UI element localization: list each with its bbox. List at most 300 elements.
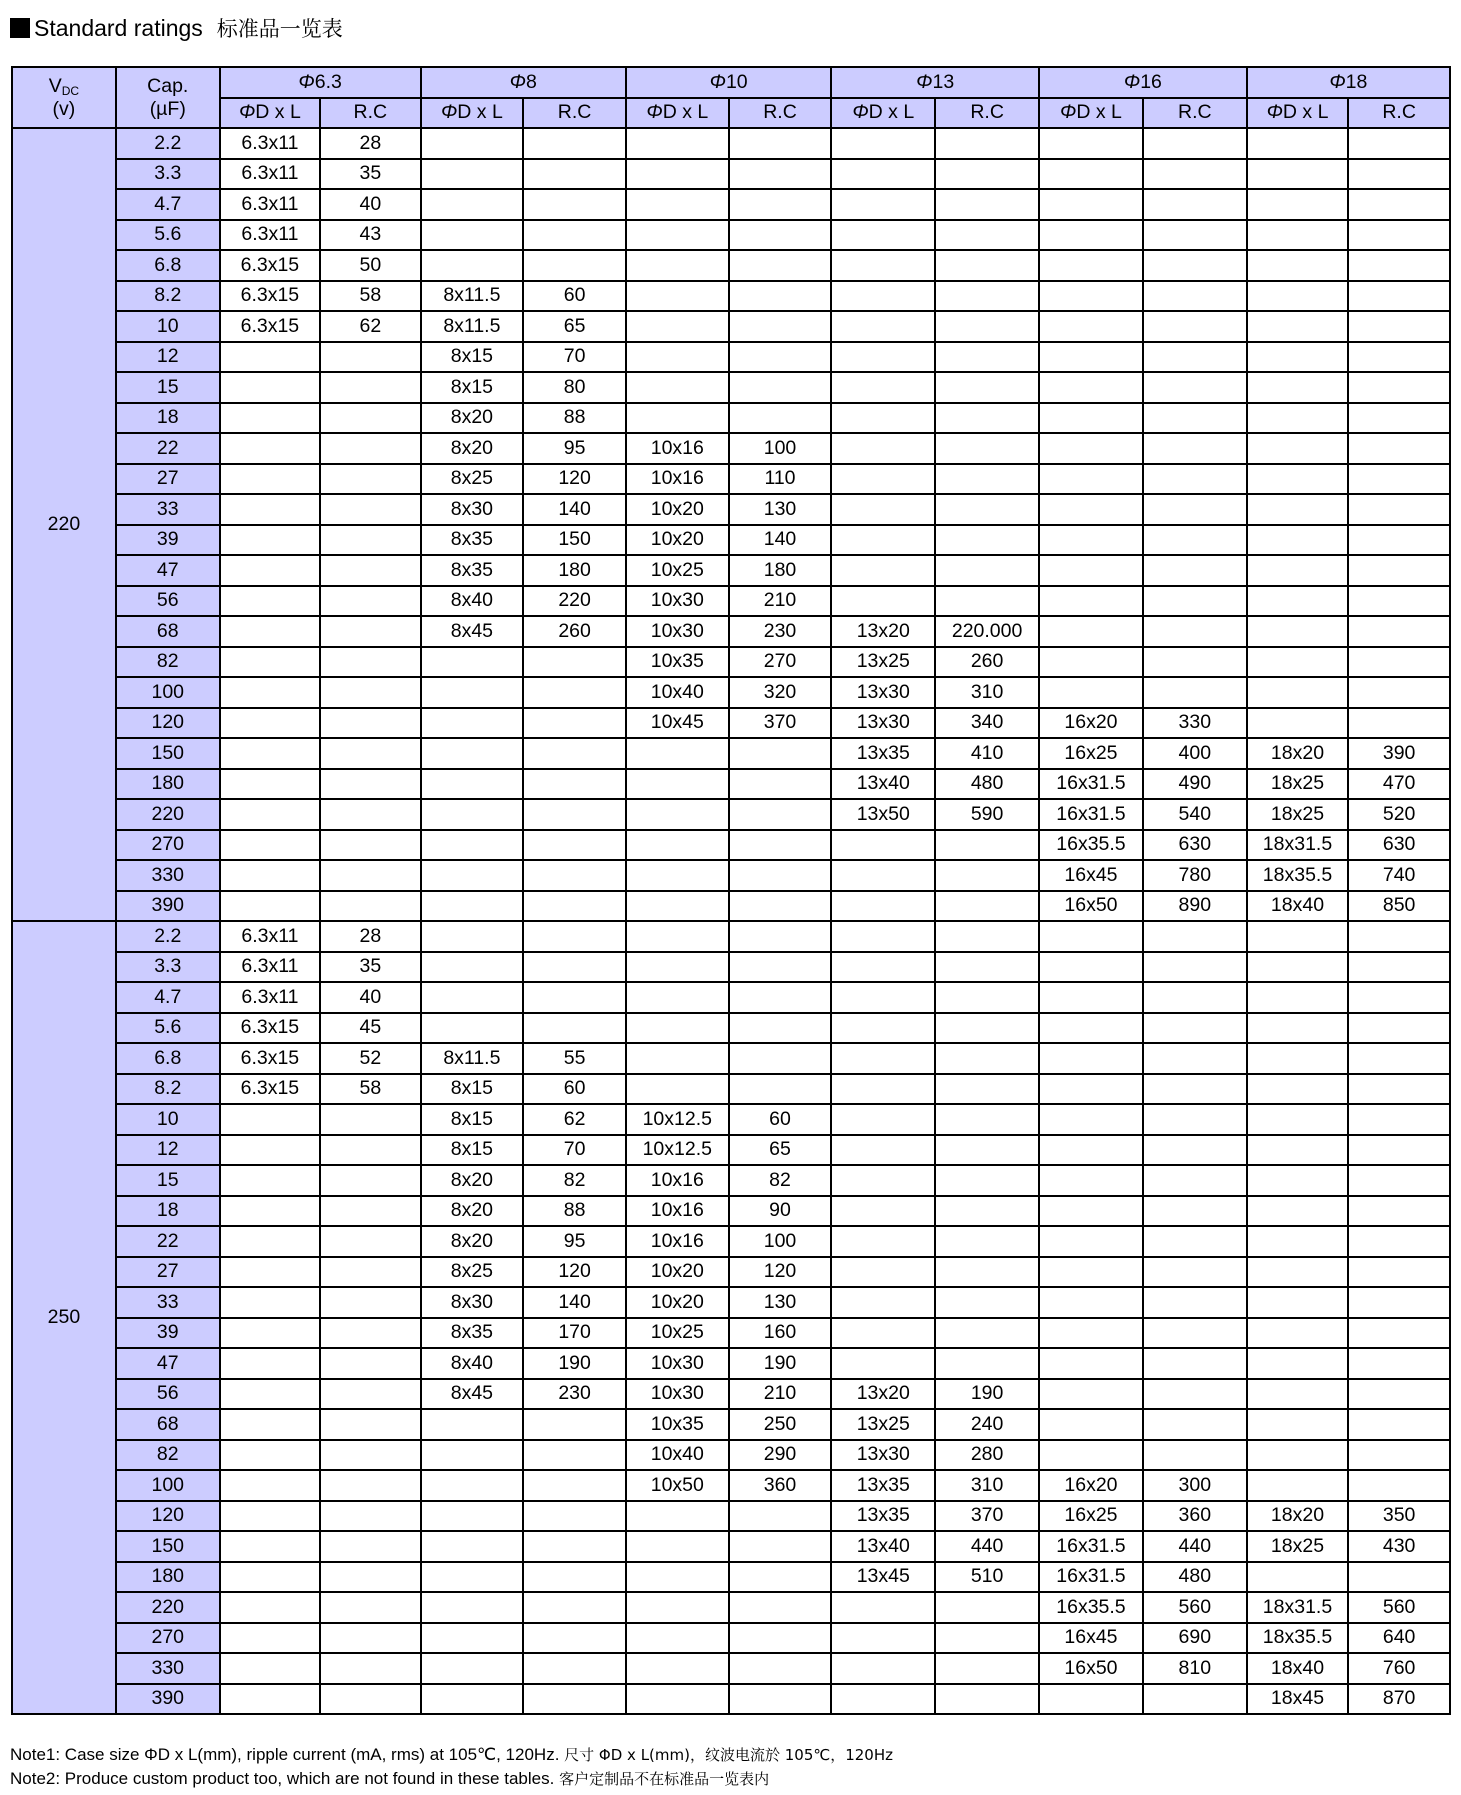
phi10-size-cell <box>626 860 729 891</box>
phi6-3-rc-cell <box>320 860 420 891</box>
phi13-size-cell <box>831 403 935 434</box>
phi8-rc-cell <box>523 1623 626 1654</box>
phi10-size-cell: 10x20 <box>626 1257 729 1288</box>
cap-cell: 22 <box>116 433 220 464</box>
phi13-size-cell <box>831 860 935 891</box>
phi18-rc-cell <box>1348 647 1450 678</box>
cap-header <box>116 67 220 128</box>
phi16-rc-cell <box>1143 220 1247 251</box>
phi13-size-cell <box>831 1165 935 1196</box>
phi13-rc-cell <box>935 525 1039 556</box>
phi10-size-cell <box>626 1074 729 1105</box>
cap-cell: 27 <box>116 464 220 495</box>
phi18-size-cell <box>1247 1013 1349 1044</box>
phi6-3-rc-cell <box>320 1257 420 1288</box>
phi16-size-cell <box>1039 1196 1143 1227</box>
phi8-rc-cell: 88 <box>523 403 626 434</box>
phi8-rc-cell <box>523 921 626 952</box>
vdc-subscript: DC <box>61 83 80 98</box>
phi8-size-cell <box>421 1684 524 1715</box>
phi8-size-cell: 8x15 <box>421 1135 524 1166</box>
phi13-rc-cell <box>935 1257 1039 1288</box>
phi18-rc-cell <box>1348 1318 1450 1349</box>
table-row <box>12 403 1450 434</box>
phi18-size-cell <box>1247 1562 1349 1593</box>
phi13-size-cell <box>831 1623 935 1654</box>
phi8-size-cell <box>421 220 524 251</box>
cap-cell: 33 <box>116 1287 220 1318</box>
phi13-rc-cell: 310 <box>935 1470 1039 1501</box>
phi6-3-rc-cell <box>320 1165 420 1196</box>
phi13-size-cell: 13x35 <box>831 1470 935 1501</box>
phi18-rc-cell: 630 <box>1348 830 1450 861</box>
phi16-rc-cell <box>1143 1196 1247 1227</box>
phi8-size-cell: 8x20 <box>421 403 524 434</box>
phi13-rc-cell: 590 <box>935 799 1039 830</box>
phi8-rc-cell <box>523 677 626 708</box>
phi10-size-cell <box>626 128 729 159</box>
phi10-size-cell: 10x30 <box>626 586 729 617</box>
table-row <box>12 982 1450 1013</box>
phi8-size-cell <box>421 799 524 830</box>
cap-cell: 8.2 <box>116 281 220 312</box>
phi8-rc-cell <box>523 1440 626 1471</box>
phi10-size-cell: 10x30 <box>626 1379 729 1410</box>
phi10-rc-cell: 100 <box>729 1226 832 1257</box>
phi13-rc-cell: 440 <box>935 1531 1039 1562</box>
phi18-rc-cell <box>1348 1165 1450 1196</box>
phi10-size-cell <box>626 1623 729 1654</box>
phi8-rc-cell <box>523 220 626 251</box>
diameter-header: Φ6.3 <box>220 67 421 98</box>
phi16-size-cell: 16x31.5 <box>1039 1531 1143 1562</box>
phi10-size-cell <box>626 1562 729 1593</box>
phi13-rc-cell <box>935 982 1039 1013</box>
phi18-size-cell <box>1247 1104 1349 1135</box>
phi16-rc-cell <box>1143 1226 1247 1257</box>
phi6-3-rc-cell <box>320 1379 420 1410</box>
phi13-size-cell: 13x20 <box>831 1379 935 1410</box>
phi6-3-size-cell <box>220 342 320 373</box>
phi18-rc-cell: 760 <box>1348 1653 1450 1684</box>
phi10-rc-cell <box>729 250 832 281</box>
phi18-rc-cell <box>1348 1257 1450 1288</box>
note-2-english: Note2: Produce custom product too, which are not found in these tables. <box>10 1769 555 1788</box>
phi10-rc-cell: 320 <box>729 677 832 708</box>
phi16-rc-cell <box>1143 1379 1247 1410</box>
phi10-size-cell <box>626 952 729 983</box>
phi16-rc-cell <box>1143 1409 1247 1440</box>
phi16-size-cell <box>1039 616 1143 647</box>
phi8-size-cell: 8x35 <box>421 1318 524 1349</box>
table-row <box>12 189 1450 220</box>
phi16-size-cell: 16x35.5 <box>1039 830 1143 861</box>
phi16-size-cell <box>1039 1257 1143 1288</box>
phi16-size-cell <box>1039 1135 1143 1166</box>
phi10-size-cell: 10x35 <box>626 1409 729 1440</box>
phi16-rc-cell: 440 <box>1143 1531 1247 1562</box>
phi6-3-size-cell <box>220 555 320 586</box>
note-1-chinese: 尺寸 ΦD x L(mm)，纹波电流於 105℃，120Hz <box>564 1746 894 1764</box>
table-row <box>12 921 1450 952</box>
phi8-size-cell <box>421 1470 524 1501</box>
phi16-rc-cell <box>1143 1165 1247 1196</box>
phi13-rc-cell <box>935 1623 1039 1654</box>
phi16-size-cell <box>1039 952 1143 983</box>
phi6-3-size-cell <box>220 1226 320 1257</box>
phi10-size-cell <box>626 891 729 922</box>
phi8-rc-cell: 95 <box>523 433 626 464</box>
phi18-size-cell <box>1247 952 1349 983</box>
table-row <box>12 1257 1450 1288</box>
phi8-size-cell <box>421 891 524 922</box>
phi8-rc-cell: 65 <box>523 311 626 342</box>
phi8-rc-cell: 95 <box>523 1226 626 1257</box>
phi8-rc-cell <box>523 1013 626 1044</box>
phi10-size-cell: 10x12.5 <box>626 1104 729 1135</box>
table-body <box>12 128 1450 1714</box>
phi16-size-cell <box>1039 1409 1143 1440</box>
phi6-3-rc-cell <box>320 647 420 678</box>
phi8-size-cell <box>421 1440 524 1471</box>
phi6-3-size-cell: 6.3x11 <box>220 128 320 159</box>
cap-cell: 68 <box>116 1409 220 1440</box>
cap-cell: 18 <box>116 1196 220 1227</box>
phi18-rc-cell <box>1348 616 1450 647</box>
phi16-size-cell <box>1039 342 1143 373</box>
phi16-rc-cell <box>1143 921 1247 952</box>
cap-cell: 39 <box>116 1318 220 1349</box>
phi10-rc-cell <box>729 281 832 312</box>
phi16-rc-cell <box>1143 128 1247 159</box>
phi16-rc-cell <box>1143 1684 1247 1715</box>
phi13-rc-cell <box>935 403 1039 434</box>
phi6-3-size-cell <box>220 525 320 556</box>
phi8-size-cell <box>421 1592 524 1623</box>
vdc-unit: (v) <box>52 97 76 120</box>
phi13-size-cell <box>831 1104 935 1135</box>
phi8-size-cell: 8x20 <box>421 1226 524 1257</box>
phi6-3-size-cell: 6.3x15 <box>220 281 320 312</box>
phi16-rc-cell <box>1143 1318 1247 1349</box>
phi18-size-cell <box>1247 494 1349 525</box>
table-row <box>12 799 1450 830</box>
phi16-size-cell <box>1039 494 1143 525</box>
phi13-size-cell <box>831 1074 935 1105</box>
size-subheader: ΦD x L <box>220 98 320 129</box>
phi16-size-cell: 16x45 <box>1039 860 1143 891</box>
phi8-rc-cell: 260 <box>523 616 626 647</box>
cap-cell: 39 <box>116 525 220 556</box>
cap-cell: 10 <box>116 1104 220 1135</box>
phi8-size-cell: 8x15 <box>421 372 524 403</box>
voltage-group-cell: 220 <box>12 128 116 921</box>
phi13-rc-cell: 280 <box>935 1440 1039 1471</box>
phi6-3-size-cell <box>220 586 320 617</box>
table-row <box>12 494 1450 525</box>
table-row <box>12 159 1450 190</box>
phi13-size-cell <box>831 464 935 495</box>
phi10-rc-cell <box>729 1592 832 1623</box>
phi10-size-cell: 10x16 <box>626 464 729 495</box>
phi16-size-cell: 16x31.5 <box>1039 769 1143 800</box>
phi10-size-cell <box>626 250 729 281</box>
phi13-rc-cell <box>935 128 1039 159</box>
diameter-header: Φ16 <box>1039 67 1247 98</box>
cap-cell: 8.2 <box>116 1074 220 1105</box>
phi6-3-size-cell <box>220 738 320 769</box>
phi10-rc-cell: 65 <box>729 1135 832 1166</box>
phi6-3-rc-cell <box>320 677 420 708</box>
phi10-rc-cell <box>729 891 832 922</box>
phi10-rc-cell <box>729 403 832 434</box>
table-row <box>12 708 1450 739</box>
phi10-rc-cell: 160 <box>729 1318 832 1349</box>
phi8-rc-cell: 60 <box>523 1074 626 1105</box>
phi6-3-size-cell <box>220 1409 320 1440</box>
cap-cell: 6.8 <box>116 1043 220 1074</box>
phi16-rc-cell: 330 <box>1143 708 1247 739</box>
phi16-rc-cell <box>1143 1043 1247 1074</box>
phi10-rc-cell <box>729 799 832 830</box>
phi8-rc-cell <box>523 769 626 800</box>
phi8-size-cell: 8x15 <box>421 1074 524 1105</box>
phi16-rc-cell <box>1143 1257 1247 1288</box>
cap-cell: 100 <box>116 1470 220 1501</box>
phi8-rc-cell: 80 <box>523 372 626 403</box>
phi16-size-cell <box>1039 220 1143 251</box>
phi16-rc-cell <box>1143 250 1247 281</box>
phi10-rc-cell: 110 <box>729 464 832 495</box>
phi10-rc-cell <box>729 860 832 891</box>
phi10-size-cell <box>626 982 729 1013</box>
phi18-rc-cell <box>1348 433 1450 464</box>
phi16-rc-cell <box>1143 525 1247 556</box>
phi6-3-size-cell: 6.3x11 <box>220 220 320 251</box>
phi13-size-cell: 13x25 <box>831 647 935 678</box>
phi18-rc-cell: 640 <box>1348 1623 1450 1654</box>
phi16-size-cell <box>1039 189 1143 220</box>
phi10-rc-cell <box>729 1531 832 1562</box>
title-chinese: 标准品一览表 <box>216 17 343 41</box>
phi10-rc-cell <box>729 1074 832 1105</box>
phi6-3-size-cell <box>220 403 320 434</box>
phi18-size-cell <box>1247 311 1349 342</box>
phi6-3-rc-cell <box>320 1684 420 1715</box>
phi16-size-cell <box>1039 677 1143 708</box>
phi6-3-size-cell <box>220 1104 320 1135</box>
phi18-size-cell <box>1247 189 1349 220</box>
phi10-size-cell: 10x25 <box>626 1318 729 1349</box>
phi13-size-cell <box>831 921 935 952</box>
phi16-rc-cell <box>1143 647 1247 678</box>
phi13-size-cell: 13x40 <box>831 1531 935 1562</box>
phi13-size-cell <box>831 555 935 586</box>
phi13-size-cell <box>831 586 935 617</box>
phi16-rc-cell: 300 <box>1143 1470 1247 1501</box>
cap-cell: 47 <box>116 555 220 586</box>
phi8-size-cell <box>421 159 524 190</box>
phi8-size-cell <box>421 830 524 861</box>
phi6-3-size-cell <box>220 1470 320 1501</box>
phi10-size-cell <box>626 1043 729 1074</box>
phi6-3-size-cell <box>220 1379 320 1410</box>
phi13-size-cell <box>831 1196 935 1227</box>
phi18-rc-cell <box>1348 220 1450 251</box>
phi18-size-cell <box>1247 342 1349 373</box>
rc-subheader: R.C <box>1348 98 1450 129</box>
phi16-rc-cell: 810 <box>1143 1653 1247 1684</box>
phi8-size-cell: 8x11.5 <box>421 281 524 312</box>
phi8-size-cell <box>421 1623 524 1654</box>
phi13-size-cell <box>831 1287 935 1318</box>
phi16-rc-cell <box>1143 586 1247 617</box>
phi10-rc-cell: 140 <box>729 525 832 556</box>
phi16-rc-cell: 780 <box>1143 860 1247 891</box>
phi10-rc-cell: 360 <box>729 1470 832 1501</box>
phi6-3-size-cell: 6.3x11 <box>220 952 320 983</box>
phi8-rc-cell <box>523 1653 626 1684</box>
phi13-rc-cell: 310 <box>935 677 1039 708</box>
phi16-size-cell: 16x50 <box>1039 1653 1143 1684</box>
phi10-size-cell: 10x45 <box>626 708 729 739</box>
phi13-size-cell: 13x30 <box>831 708 935 739</box>
table-row <box>12 1653 1450 1684</box>
phi6-3-rc-cell <box>320 1531 420 1562</box>
phi8-rc-cell <box>523 708 626 739</box>
table-row <box>12 1043 1450 1074</box>
phi13-rc-cell <box>935 586 1039 617</box>
phi18-rc-cell <box>1348 1043 1450 1074</box>
phi8-size-cell <box>421 860 524 891</box>
phi6-3-rc-cell: 62 <box>320 311 420 342</box>
phi8-size-cell: 8x15 <box>421 1104 524 1135</box>
phi18-size-cell <box>1247 555 1349 586</box>
phi10-rc-cell <box>729 220 832 251</box>
phi6-3-size-cell <box>220 1653 320 1684</box>
phi8-size-cell: 8x20 <box>421 433 524 464</box>
phi6-3-rc-cell: 50 <box>320 250 420 281</box>
phi8-rc-cell <box>523 738 626 769</box>
phi18-rc-cell: 350 <box>1348 1501 1450 1532</box>
phi6-3-rc-cell <box>320 1440 420 1471</box>
cap-cell: 47 <box>116 1348 220 1379</box>
table-row <box>12 1501 1450 1532</box>
phi8-rc-cell: 60 <box>523 281 626 312</box>
phi10-rc-cell: 100 <box>729 433 832 464</box>
phi10-rc-cell: 230 <box>729 616 832 647</box>
phi13-rc-cell <box>935 1318 1039 1349</box>
phi18-rc-cell <box>1348 1287 1450 1318</box>
phi10-rc-cell <box>729 1501 832 1532</box>
phi18-size-cell <box>1247 250 1349 281</box>
phi18-rc-cell <box>1348 250 1450 281</box>
table-row <box>12 891 1450 922</box>
phi16-rc-cell <box>1143 1013 1247 1044</box>
table-row <box>12 1348 1450 1379</box>
phi8-size-cell <box>421 1562 524 1593</box>
phi13-rc-cell <box>935 1348 1039 1379</box>
phi10-size-cell <box>626 1013 729 1044</box>
phi10-rc-cell: 210 <box>729 586 832 617</box>
phi16-size-cell <box>1039 982 1143 1013</box>
phi8-size-cell <box>421 1013 524 1044</box>
phi13-size-cell <box>831 250 935 281</box>
phi10-rc-cell: 370 <box>729 708 832 739</box>
phi6-3-size-cell <box>220 1348 320 1379</box>
phi18-rc-cell <box>1348 677 1450 708</box>
phi8-size-cell <box>421 1409 524 1440</box>
phi8-size-cell: 8x45 <box>421 616 524 647</box>
phi6-3-rc-cell <box>320 1592 420 1623</box>
title-english: Standard ratings <box>34 14 203 41</box>
note-1 <box>10 1743 893 1767</box>
table-row <box>12 1470 1450 1501</box>
phi6-3-rc-cell <box>320 1562 420 1593</box>
phi16-rc-cell: 690 <box>1143 1623 1247 1654</box>
phi6-3-size-cell <box>220 494 320 525</box>
phi18-size-cell <box>1247 647 1349 678</box>
table-row <box>12 769 1450 800</box>
cap-cell: 12 <box>116 1135 220 1166</box>
phi13-rc-cell <box>935 433 1039 464</box>
vdc-label: V <box>48 74 62 97</box>
phi8-size-cell <box>421 250 524 281</box>
phi6-3-rc-cell <box>320 1653 420 1684</box>
cap-cell: 12 <box>116 342 220 373</box>
phi16-rc-cell: 400 <box>1143 738 1247 769</box>
cap-cell: 330 <box>116 1653 220 1684</box>
phi6-3-rc-cell <box>320 769 420 800</box>
phi10-rc-cell <box>729 982 832 1013</box>
phi6-3-size-cell: 6.3x11 <box>220 189 320 220</box>
phi18-size-cell: 18x25 <box>1247 1531 1349 1562</box>
phi10-size-cell <box>626 189 729 220</box>
phi16-rc-cell <box>1143 1104 1247 1135</box>
phi6-3-rc-cell <box>320 708 420 739</box>
phi18-rc-cell <box>1348 1562 1450 1593</box>
phi6-3-size-cell <box>220 1165 320 1196</box>
phi10-size-cell <box>626 281 729 312</box>
phi13-rc-cell <box>935 891 1039 922</box>
phi13-size-cell: 13x40 <box>831 769 935 800</box>
cap-cell: 270 <box>116 1623 220 1654</box>
table-row <box>12 1165 1450 1196</box>
page-title <box>10 12 343 44</box>
phi10-size-cell <box>626 342 729 373</box>
table-row <box>12 555 1450 586</box>
phi6-3-size-cell: 6.3x15 <box>220 311 320 342</box>
phi13-size-cell <box>831 1013 935 1044</box>
phi8-rc-cell <box>523 1562 626 1593</box>
table-row <box>12 311 1450 342</box>
cap-cell: 120 <box>116 1501 220 1532</box>
table-row <box>12 677 1450 708</box>
table-row <box>12 952 1450 983</box>
phi8-rc-cell <box>523 1470 626 1501</box>
phi6-3-rc-cell: 40 <box>320 189 420 220</box>
phi16-size-cell: 16x25 <box>1039 738 1143 769</box>
phi13-rc-cell: 480 <box>935 769 1039 800</box>
phi16-size-cell <box>1039 1226 1143 1257</box>
phi8-rc-cell: 88 <box>523 1196 626 1227</box>
phi16-size-cell <box>1039 1318 1143 1349</box>
phi8-rc-cell <box>523 830 626 861</box>
phi13-size-cell <box>831 1257 935 1288</box>
cap-cell: 3.3 <box>116 159 220 190</box>
phi16-size-cell <box>1039 159 1143 190</box>
phi10-rc-cell: 90 <box>729 1196 832 1227</box>
